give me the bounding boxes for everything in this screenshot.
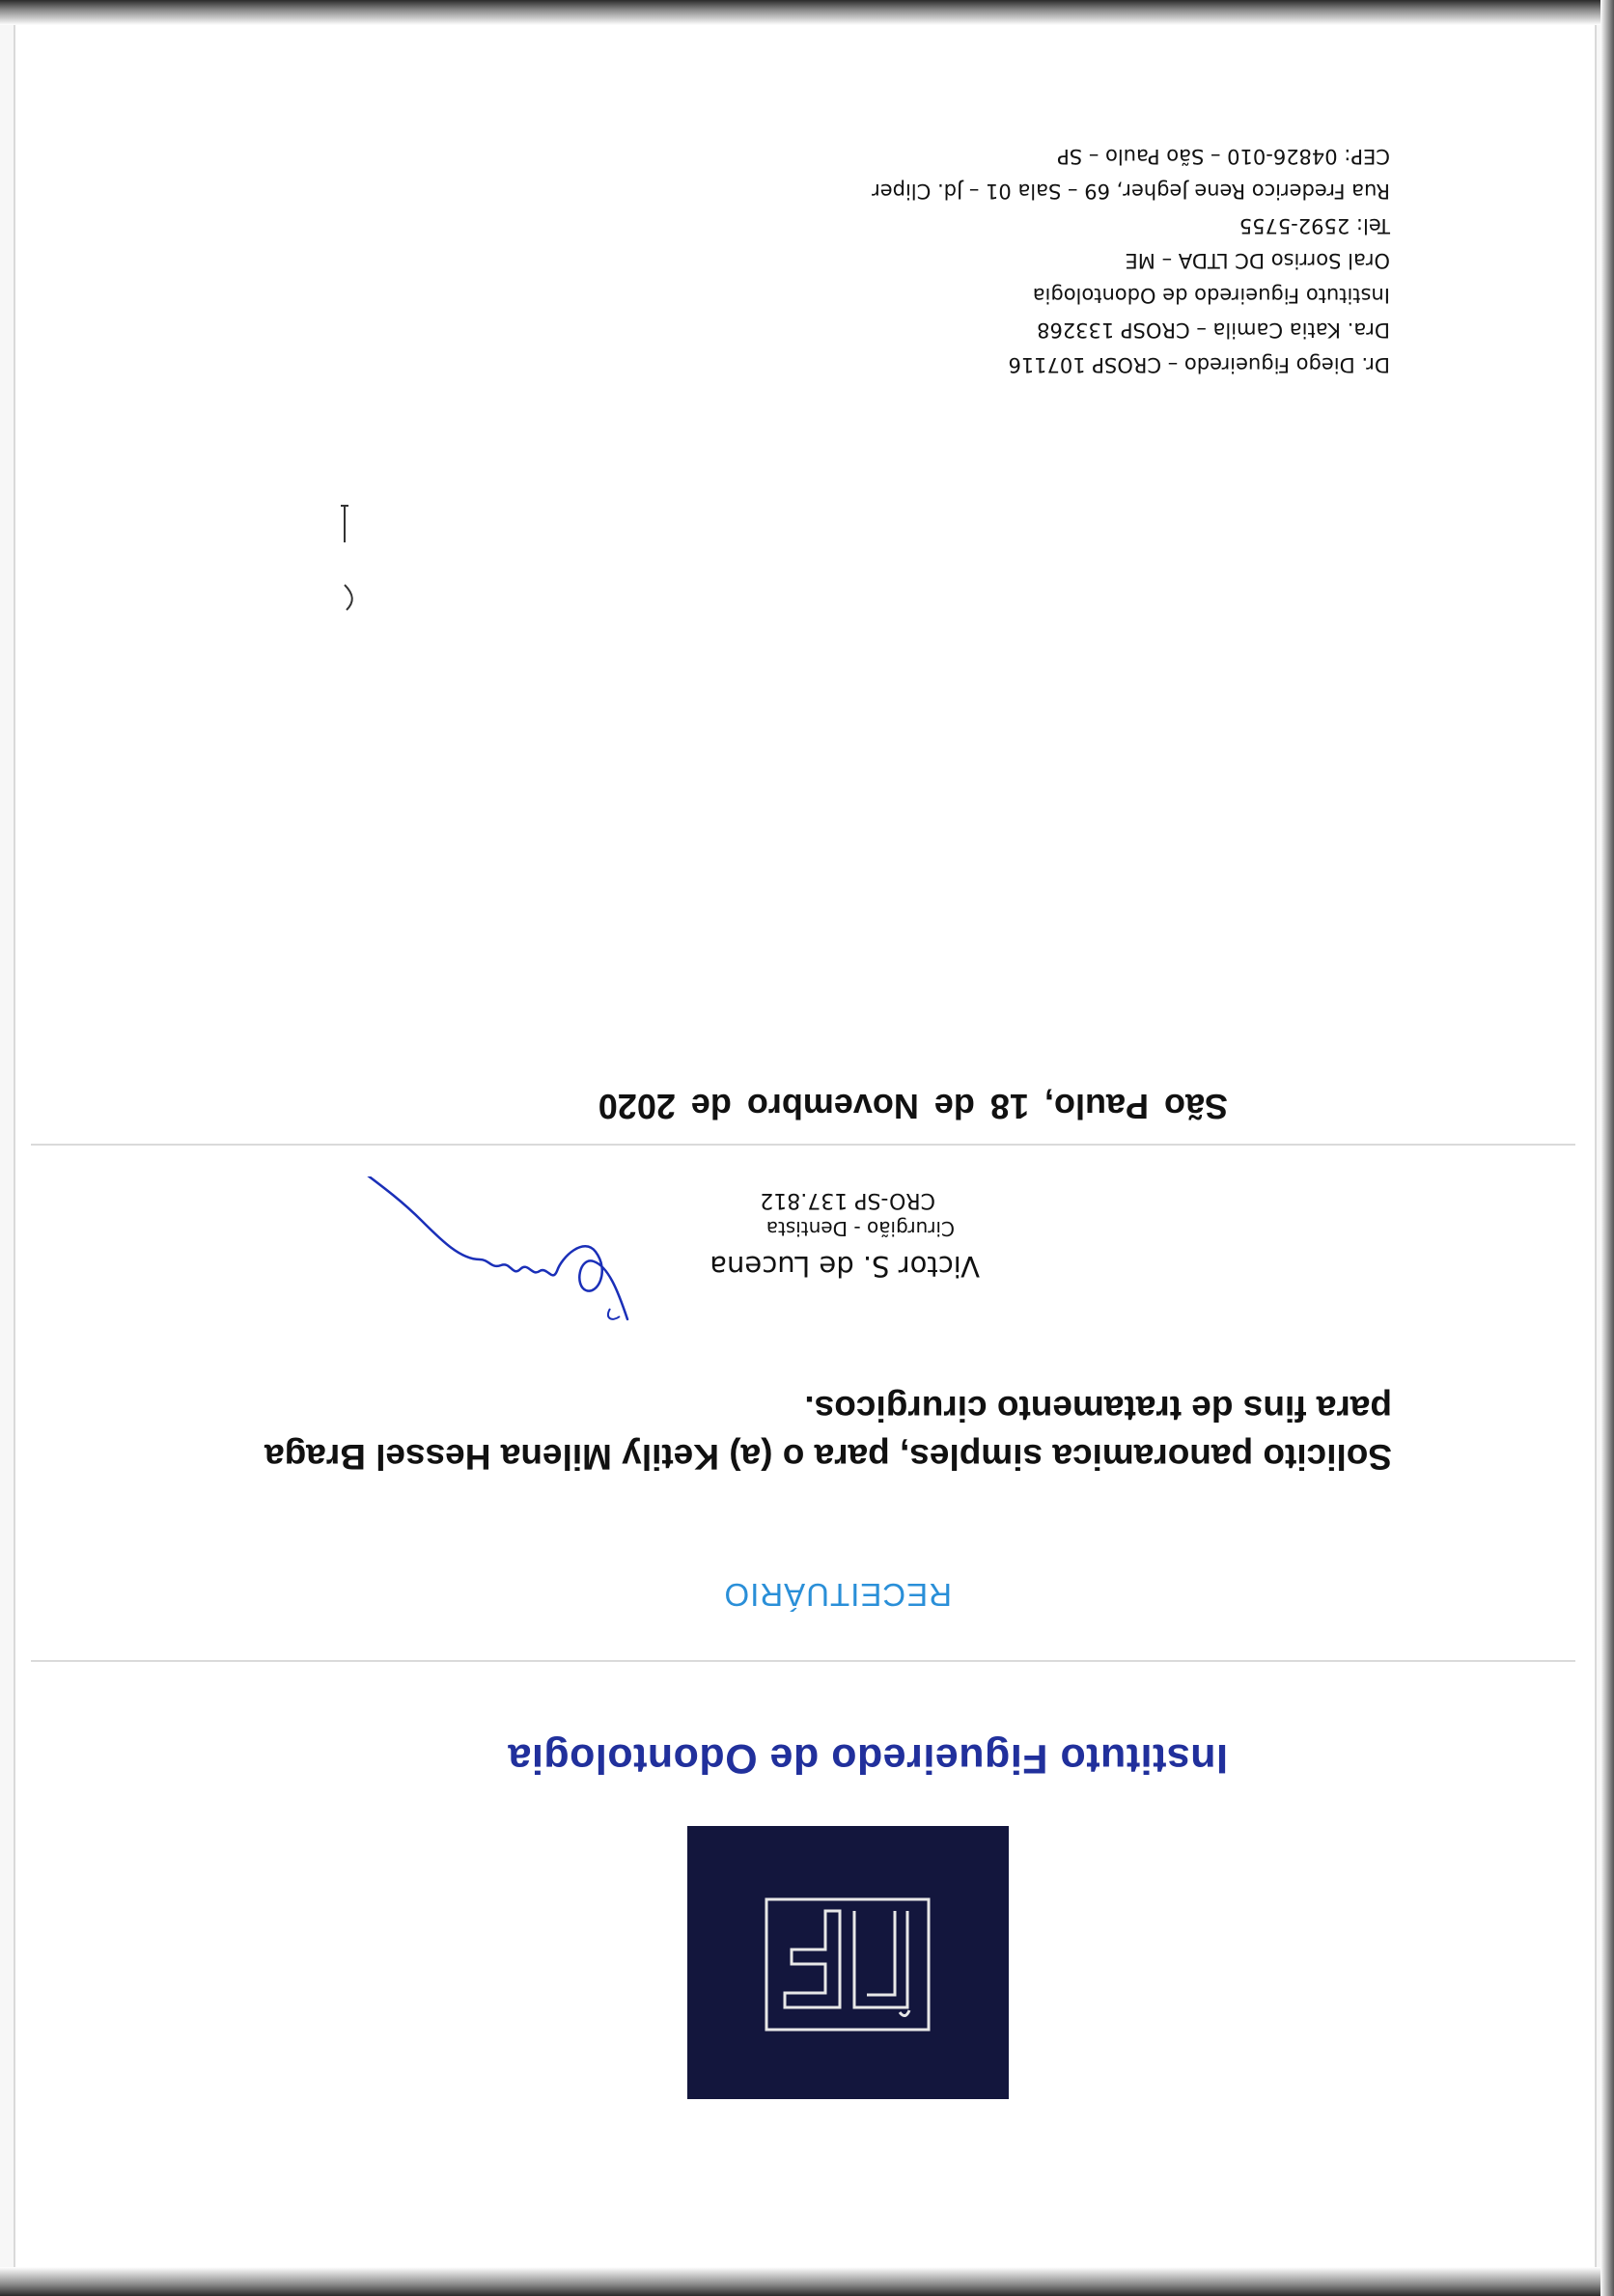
footer-dentist-1: Dr. Diego Figueiredo – CROSP 107116 bbox=[1008, 353, 1390, 376]
pen-mark bbox=[335, 554, 364, 612]
footer-postal: CEP: 04826-010 – São Paulo – SP bbox=[1057, 145, 1390, 168]
scan-edge-top bbox=[0, 0, 1614, 25]
scan-edge-right bbox=[1600, 0, 1614, 2296]
scan-edge-bottom bbox=[0, 2267, 1614, 2296]
document-heading: RECEITUÁRIO bbox=[723, 1577, 952, 1613]
footer-phone: Tel: 2592-5755 bbox=[1238, 214, 1390, 237]
clinic-footer bbox=[772, 139, 1390, 382]
signer-registration: CRO-SP 137.812 bbox=[760, 1188, 935, 1212]
pen-mark bbox=[335, 501, 354, 544]
request-text: Solicito panoramica simples, para o (a) Ketily Milena Hessel Braga para fins de tratamento cirurgicos. bbox=[264, 1389, 1392, 1477]
fold-line bbox=[31, 1660, 1575, 1662]
footer-institute: Instituto Figueiredo de Odontologia bbox=[1032, 284, 1390, 307]
footer-address: Rua Frederico Rene Jegher, 69 – Sala 01 – Jd. Cliper bbox=[872, 180, 1390, 203]
fold-line bbox=[31, 1144, 1575, 1146]
institute-title: Instituto Figueiredo de Odontologia bbox=[507, 1735, 1228, 1782]
date-line: São Paulo, 18 de Novembro de 2020 bbox=[598, 1087, 1228, 1126]
footer-dentist-2: Dra. Katia Camila – CROSP 133268 bbox=[1037, 318, 1390, 342]
handwritten-signature bbox=[359, 1176, 649, 1341]
signer-role: Cirurgião - Dentista bbox=[765, 1217, 955, 1240]
if-monogram-logo-icon bbox=[687, 1826, 1009, 2099]
footer-company: Oral Sorriso DC LTDA – ME bbox=[1125, 249, 1390, 272]
signer-name: Victor S. de Lucena bbox=[710, 1250, 980, 1283]
institute-logo bbox=[687, 1826, 1009, 2099]
